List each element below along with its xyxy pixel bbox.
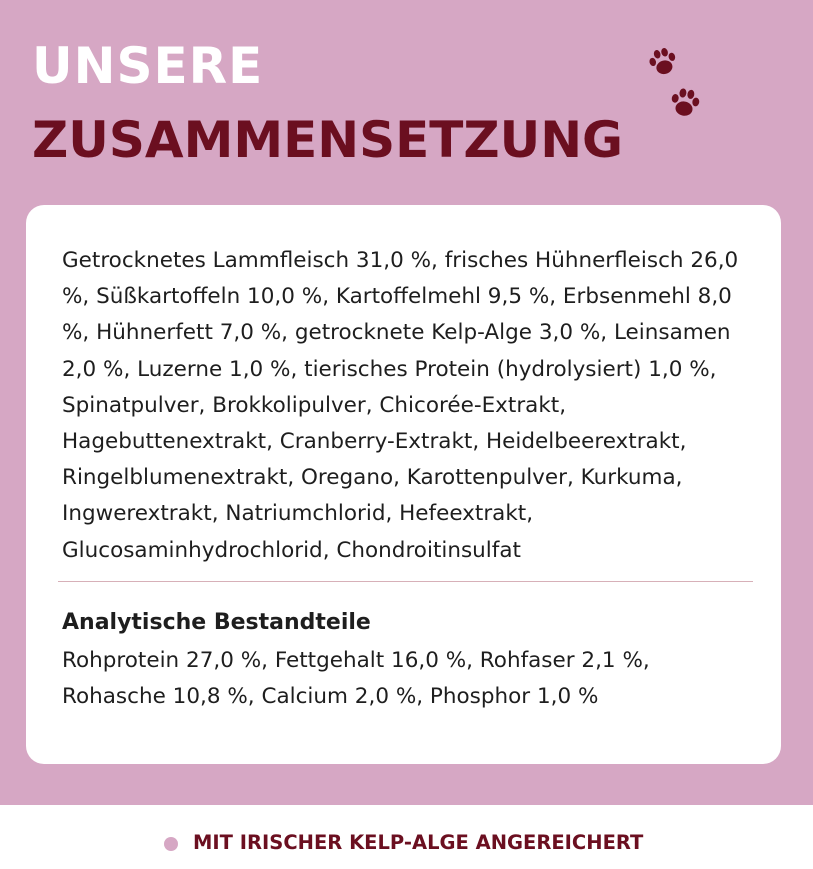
composition-card [26,205,781,764]
bullet-dot-icon [164,837,178,851]
page-title-line-1: UNSERE [32,37,264,95]
analytic-heading: Analytische Bestandteile [62,610,371,635]
footer-tagline: MIT IRISCHER KELP-ALGE ANGEREICHERT [193,831,644,854]
divider [58,581,753,582]
ingredients-list: Getrocknetes Lammfleisch 31,0 %, frisches Hühnerfleisch 26,0 %, Süßkartoffeln 10,0 %, Kartoffelmehl 9,5 %, Erbsenmehl 8,0 %, Hühnerfett 7,0 %, getrocknete Kelp-Alge 3,0 %, Leinsamen 2,0 %, Luzerne 1,0 %, tierisches Protein (hydrolysiert) 1,0 %, Spinatpulver, Brokkolipulver, Chicorée-Extrakt, Hagebuttenextrakt, Cranberry-Extrakt, Heidelbeerextrakt, Ringelblumenextrakt, Oregano, Karottenpulver, Kurkuma, Ingwerextrakt, Natriumchlorid, Hefeextrakt, Glucosaminhydrochlorid, Chondroitinsulfat [62,248,739,563]
paw-print-icon [666,84,704,122]
footer [0,805,813,869]
paw-print-icon [645,44,681,80]
page-title-line-2: ZUSAMMENSETZUNG [32,111,624,169]
analytic-values: Rohprotein 27,0 %, Fettgehalt 16,0 %, Rohfaser 2,1 %, Rohasche 10,8 %, Calcium 2,0 %, Phosphor 1,0 % [62,648,650,709]
